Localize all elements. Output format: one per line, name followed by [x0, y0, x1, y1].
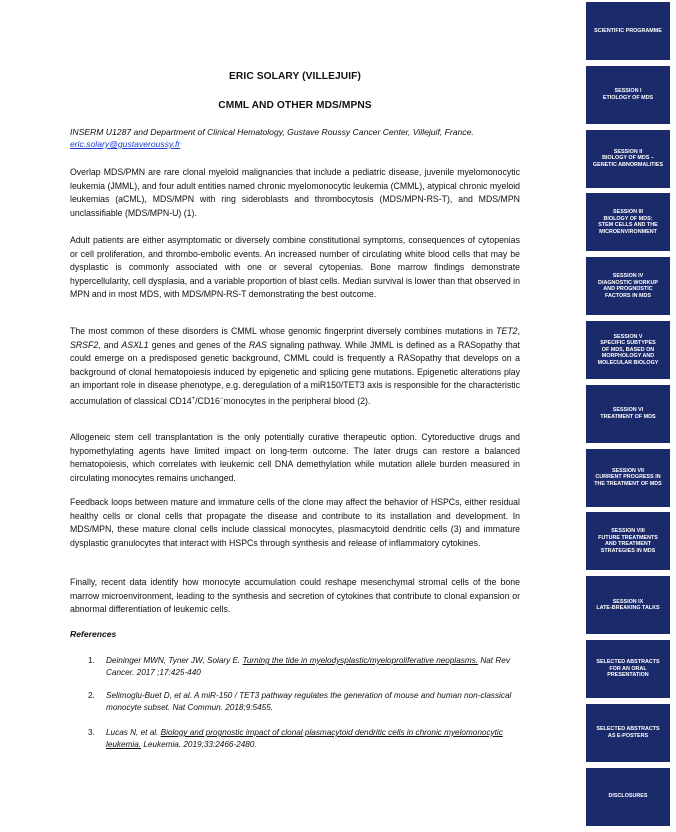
affiliation-block [70, 126, 520, 150]
sidebar-nav-button[interactable] [586, 130, 670, 188]
sidebar-nav-button[interactable] [586, 257, 670, 315]
sidebar-nav-button[interactable] [586, 193, 670, 251]
sidebar-nav-button[interactable] [586, 385, 670, 443]
reference-item: 1. Deininger MWN, Tyner JW, Solary E. Turning the tide in myelodysplastic/myeloproliferative neoplasms. Nat Rev Cancer. 2017 ;17:425-440 [88, 656, 510, 677]
sidebar-nav-label: SESSION III BIOLOGY OF MDS: STEM CELLS AND THE MICROENVIRONMENT [598, 209, 658, 235]
paragraph-5: Feedback loops between mature and immature cells of the clone may affect the behavior of HSPCs, either residual healthy cells or clonal cells that propagate the disease and contribute to its installation and development. In MDS/MPN, these mature clonal cells include classical monocytes, plasmacytoid dendritic cells (3) and immature dysplastic granulocytes that interact with HSPCs through synthesis and release of inflammatory cytokines. [70, 497, 520, 548]
sidebar-nav-button[interactable] [586, 449, 670, 507]
author-title: ERIC SOLARY (VILLEJUIF) [229, 71, 361, 82]
sidebar-nav-label: SELECTED ABSTRACTS FOR AN ORAL PRESENTATION [596, 659, 660, 679]
sidebar-nav-label: SESSION VI TREATMENT OF MDS [600, 407, 656, 420]
talk-title: CMML AND OTHER MDS/MPNS [218, 100, 372, 111]
sidebar-nav-button[interactable] [586, 576, 670, 634]
sidebar-nav-label: SESSION V SPECIFIC SUBTYPES OF MDS, BASED ON MORPHOLOGY AND MOLECULAR BIOLOGY [597, 333, 659, 366]
reference-number: 1. [88, 656, 95, 665]
sidebar-nav-button[interactable] [586, 66, 670, 124]
sidebar-nav-label: SESSION IX LATE-BREAKING TALKS [596, 598, 660, 612]
paragraph-3: The most common of these disorders is CMML whose genomic fingerprint diversely combines mutations in TET2, SRSF2, and ASXL1 genes and genes of the RAS signaling pathway. While JMML is defined as a RASopathy that could emerge on a predisposed genetic background, CMML could is frequently a RASopathy that develops on a background of clonal hematopoiesis induced by epigenetic and splicing gene mutations. Epigenetic alterations play an important role in disease phenotype, e.g. deregulation of a miR150/TET3 axis is responsible for the characteristic accumulation of classical CD14+/CD16−monocytes in the peripheral blood (2). [70, 326, 520, 406]
sidebar-nav-label: SESSION IV DIAGNOSTIC WORKUP AND PROGNOSTIC FACTORS IN MDS [598, 273, 658, 299]
affiliation-text: INSERM U1287 and Department of Clinical Hematology, Gustave Roussy Cancer Center, Villejuif, France. [70, 127, 474, 137]
sidebar-nav-label: SESSION II BIOLOGY OF MDS – GENETIC ABNORMALITIES [592, 148, 664, 168]
reference-title-link[interactable]: Turning the tide in myelodysplastic/myeloproliferative neoplasms. [242, 656, 479, 665]
sidebar-nav-label: SCIENTIFIC PROGRAMME [594, 27, 662, 34]
reference-item: 2. Selimoglu-Buet D, et al. A miR-150 / TET3 pathway regulates the generation of mouse and human non-classical monocyte subset. Nat Commun. 2018;9:5455. [88, 691, 512, 712]
sidebar-nav-button[interactable] [586, 321, 670, 379]
sidebar-nav-button[interactable] [586, 640, 670, 698]
sidebar-nav-button[interactable] [586, 512, 670, 570]
reference-number: 2. [88, 691, 95, 700]
sidebar-nav-label: SESSION VIII FUTURE TREATMENTS AND TREATMENT STRATEGIES IN MDS [598, 528, 658, 554]
references-heading: References [70, 629, 117, 639]
paragraph-2: Adult patients are either asymptomatic or diversely combine constitutional symptoms, consequences of cytopenias or cell proliferation, and thrombo-embolic events. An increased number of circulating white blood cells that may be dysplastic is commonly associated with one or several cytopenias. Bone marrow findings demonstrate hypercellularity, cell dysplasia, and a variable proportion of blast cells. Median survival is lower than that observed in MPN and in most MDS, with MDS/MPN-RS-T demonstrating the best outcome. [70, 235, 520, 300]
reference-item: 3. Lucas N, et al. Biology and prognostic impact of clonal plasmacytoid dendritic cells in chronic myelomonocytic leukemia. Leukemia. 2019;33:2466-2480. [88, 728, 503, 749]
paragraph-1: Overlap MDS/PMN are rare clonal myeloid malignancies that include a pediatric disease, juvenile myelomonocytic leukemia (JMML), and four adult entities named chronic myelomonocytic leukemia (CMML), atypical chronic myeloid leukemias (aCML), MDS/MPN with ring sideroblasts and thrombocytosis (MDS/MPN-RS-T), and MDS/MPN unclassifiable (MDS/MPN-U) (1). [70, 167, 520, 218]
sidebar-nav-label: SESSION VII CURRENT PROGRESS IN THE TREATMENT OF MDS [594, 467, 662, 487]
reference-title-link[interactable]: Biology and prognostic impact of clonal plasmacytoid dendritic cells in chronic myelomonocytic leukemia. [106, 728, 503, 749]
session-sidebar [586, 0, 676, 832]
sidebar-nav-button[interactable] [586, 2, 670, 60]
author-email-link[interactable]: eric.solary@gustaveroussy.fr [70, 139, 181, 149]
sidebar-nav-label: SELECTED ABSTRACTS AS E-POSTERS [596, 726, 660, 739]
sidebar-nav-label: DISCLOSURES [608, 793, 648, 800]
paragraph-4: Allogeneic stem cell transplantation is the only potentially curative therapeutic option. Cytoreductive drugs and hypomethylating agents have limited impact on long-term outcome. The later drugs can restore a balanced hematopoiesis, which correlates with leukemic cell DNA demethylation while mutation allele burden measured in circulating monocytes remains unchanged. [70, 432, 520, 483]
sidebar-nav-label: SESSION I ETIOLOGY OF MDS [602, 88, 654, 101]
sidebar-nav-button[interactable] [586, 768, 670, 826]
paragraph-6: Finally, recent data identify how monocyte accumulation could reshape mesenchymal stromal cells of the bone marrow microenvironment, leading to the synthesis and secretion of cytokines that contribute to clonal expansion or abnormal differentiation of leukemic cells. [70, 577, 520, 615]
sidebar-nav-button[interactable] [586, 704, 670, 762]
reference-number: 3. [88, 728, 95, 737]
